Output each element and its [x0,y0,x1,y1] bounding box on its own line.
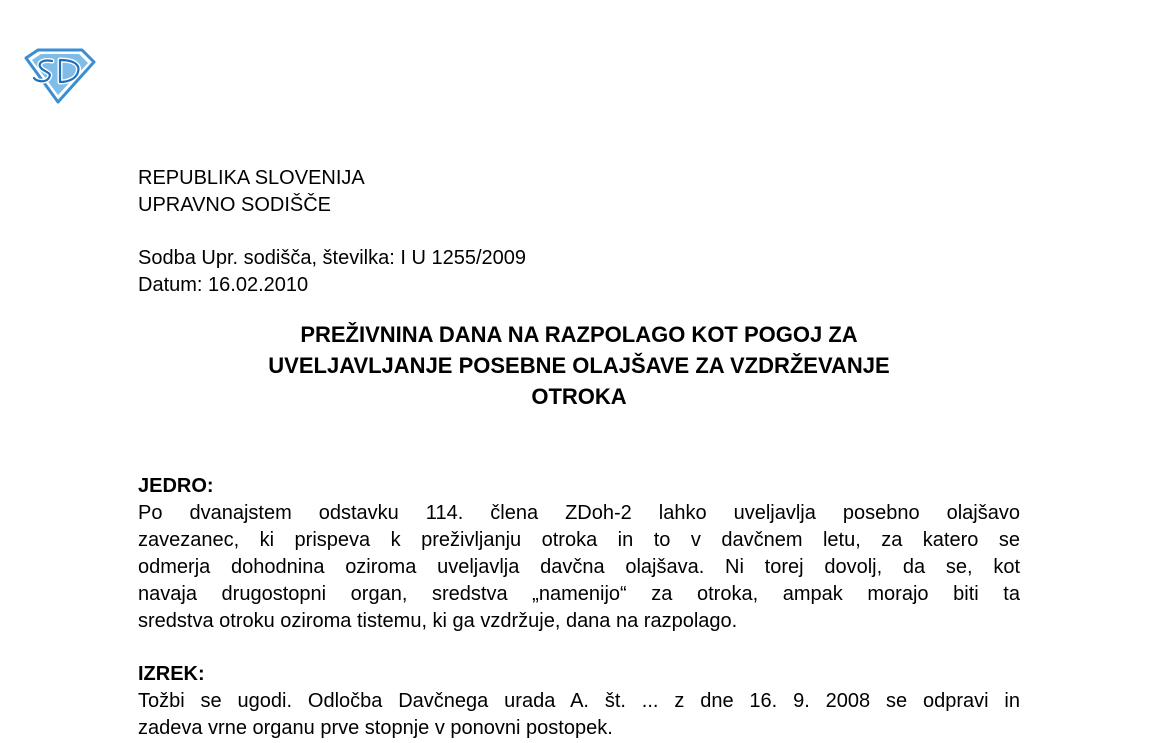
izrek-section [138,661,1020,742]
jedro-line: navaja drugostopni organ, sredstva „namenijo“ za otroka, ampak morajo biti ta [138,583,1020,605]
izrek-heading: IZREK: [138,663,205,685]
jedro-line: sredstva otroku oziroma tistemu, ki ga vzdržuje, dana na razpolago. [138,610,738,632]
case-number: Sodba Upr. sodišča, številka: I U 1255/2009 [138,247,527,269]
title-line-3: OTROKA [531,384,627,409]
jedro-line: odmerja dohodnina oziroma uveljavlja davčna olajšava. Ni torej dovolj, da se, kot [138,556,1020,578]
izrek-line: zadeva vrne organu prve stopnje v ponovni postopek. [138,717,613,739]
izrek-paragraph [138,688,1020,742]
title-line-1: PREŽIVNINA DANA NA RAZPOLAGO KOT POGOJ ZA [300,322,858,347]
document-body [138,165,1020,742]
jedro-heading: JEDRO: [138,475,214,497]
jedro-section [138,473,1020,635]
document-title [138,319,1020,412]
jedro-line: zavezanec, ki prispeva k preživljanju otroka in to v davčnem letu, za katero se [138,529,1020,551]
jedro-line: Po dvanajstem odstavku 114. člena ZDoh-2 lahko uveljavlja posebno olajšavo [138,502,1020,524]
jedro-paragraph [138,500,1020,635]
court-name: UPRAVNO SODIŠČE [138,194,331,216]
judgment-date: Datum: 16.02.2010 [138,274,309,296]
izrek-line: Tožbi se ugodi. Odločba Davčnega urada A. št. ... z dne 16. 9. 2008 se odpravi in [138,690,1020,712]
sd-shield-logo-icon [22,48,96,104]
title-line-2: UVELJAVLJANJE POSEBNE OLAJŠAVE ZA VZDRŽEVANJE [268,353,890,378]
country-name: REPUBLIKA SLOVENIJA [138,167,365,189]
